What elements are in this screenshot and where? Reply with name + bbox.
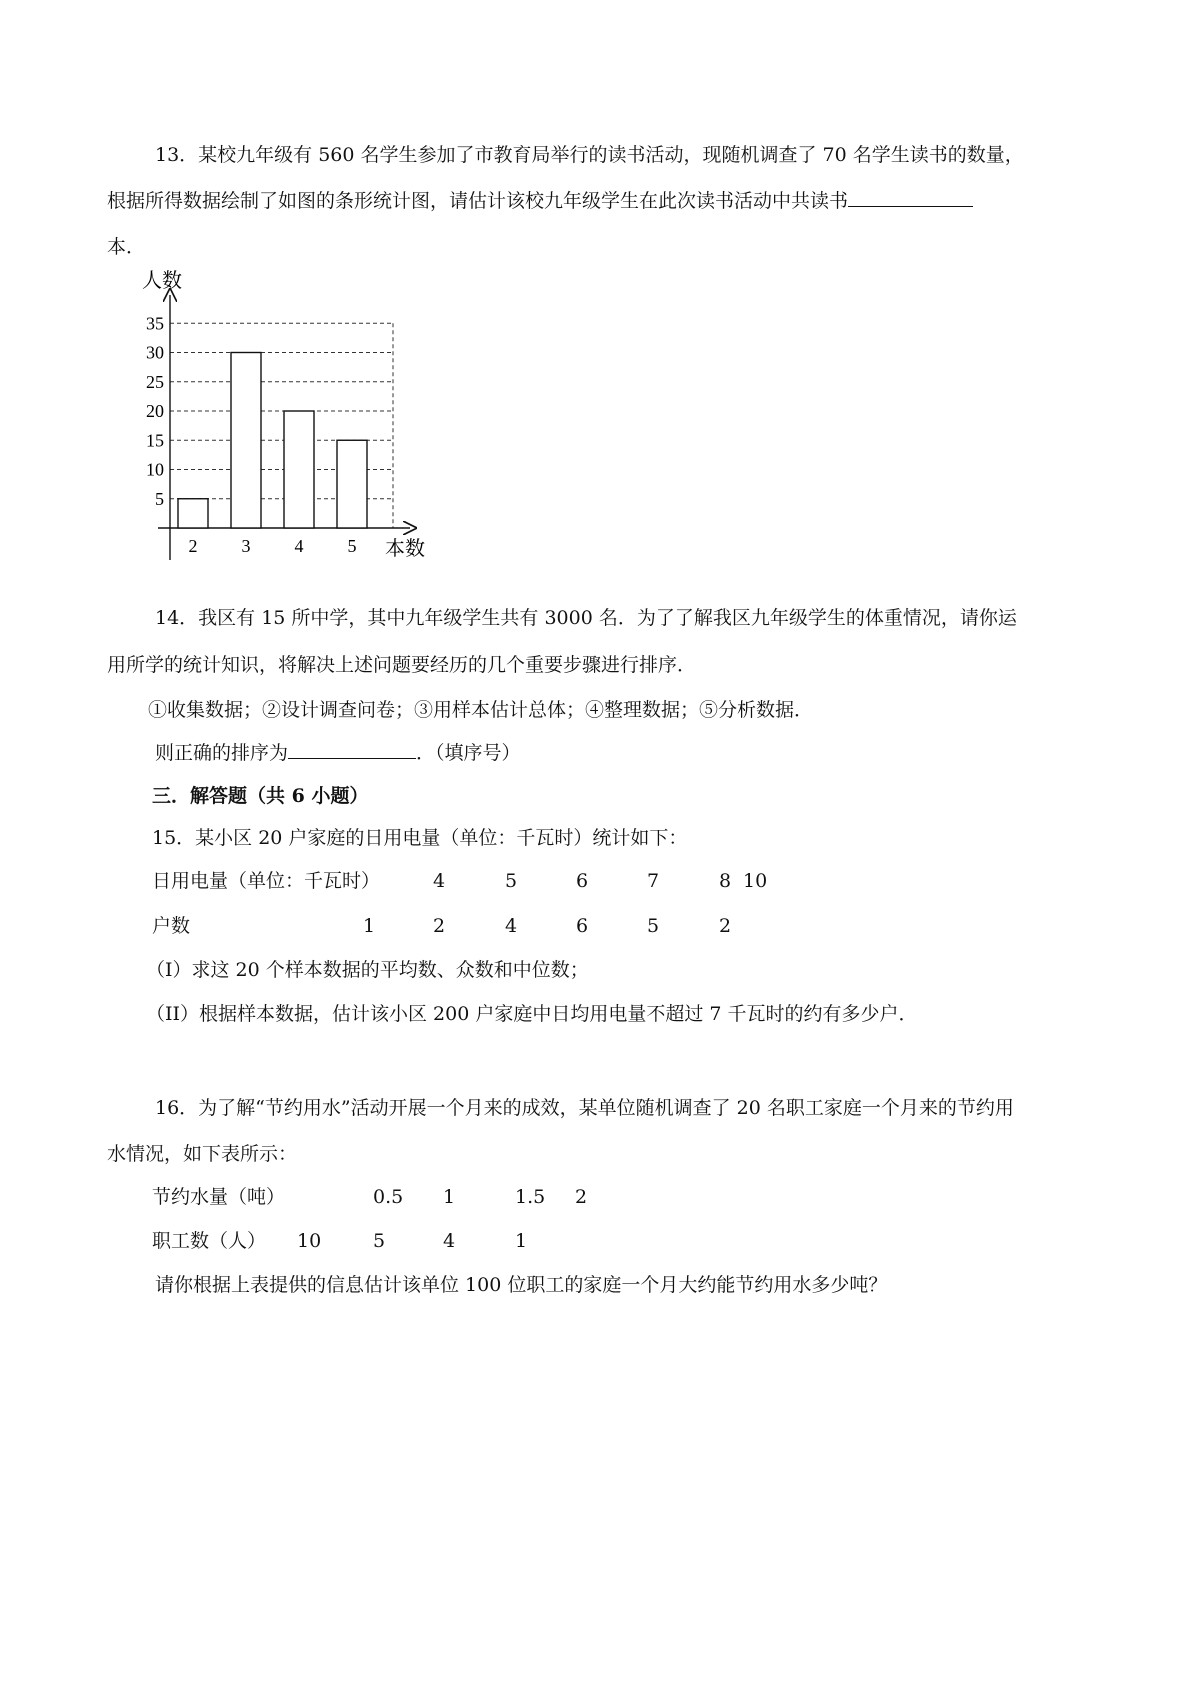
q13-answer-blank[interactable] bbox=[848, 206, 973, 207]
q16-row1-v1: 1 bbox=[443, 1186, 456, 1208]
y-tick-label: 25 bbox=[146, 371, 164, 392]
y-tick-label: 10 bbox=[146, 459, 164, 480]
x-tick-label: 2 bbox=[188, 536, 198, 556]
q16-row2-label: 职工数（人） bbox=[152, 1230, 267, 1252]
q15-part1: （I）求这 20 个样本数据的平均数、众数和中位数； bbox=[146, 959, 589, 981]
q16-row2-v2: 4 bbox=[443, 1230, 456, 1252]
q13-line3: 本． bbox=[107, 236, 146, 258]
y-tick-label: 15 bbox=[146, 430, 164, 451]
q16-row1-v3: 2 bbox=[575, 1186, 588, 1208]
q15-row1-v0: 4 bbox=[433, 870, 446, 892]
q15-row1-v1: 5 bbox=[505, 870, 518, 892]
q15-row2-v1: 2 bbox=[433, 915, 446, 937]
q16-row1-v2: 1.5 bbox=[515, 1186, 546, 1208]
q16-row1-label: 节约水量（吨） bbox=[152, 1186, 286, 1208]
q15-line1: 15．某小区 20 户家庭的日用电量（单位：千瓦时）统计如下： bbox=[152, 827, 688, 849]
q16-row2-v3: 1 bbox=[515, 1230, 528, 1252]
q16-row1-v0: 0.5 bbox=[373, 1186, 404, 1208]
x-tick-label: 5 bbox=[347, 536, 357, 556]
q14-line4 bbox=[155, 744, 521, 763]
bar-4 bbox=[284, 411, 314, 528]
q16-line2: 水情况，如下表所示： bbox=[107, 1143, 298, 1165]
q15-row2-v4: 5 bbox=[647, 915, 660, 937]
bar-2 bbox=[178, 499, 208, 528]
q16-line1: 16．为了解“节约用水”活动开展一个月来的成效，某单位随机调查了 20 名职工家庭一个月来的节约用 bbox=[155, 1097, 1014, 1119]
section-heading: 三．解答题（共 6 小题） bbox=[152, 785, 369, 807]
q16-row2-v1: 5 bbox=[373, 1230, 386, 1252]
y-tick-label: 35 bbox=[146, 313, 164, 334]
q14-line1: 14．我区有 15 所中学，其中九年级学生共有 3000 名．为了了解我区九年级学生的体重情况，请你运 bbox=[155, 607, 1017, 629]
q14-line4-post: ．（填序号） bbox=[416, 742, 521, 764]
q15-row2-v3: 6 bbox=[576, 915, 589, 937]
q15-row2-label: 户数 bbox=[152, 915, 191, 937]
q15-part2: （II）根据样本数据，估计该小区 200 户家庭中日均用电量不超过 7 千瓦时的约有多少户． bbox=[146, 1003, 918, 1025]
x-tick-label: 4 bbox=[294, 536, 304, 556]
q15-row1-v3: 7 bbox=[647, 870, 660, 892]
q15-row1-v4: 8 bbox=[719, 870, 732, 892]
q13-line2 bbox=[107, 192, 973, 211]
q14-steps: ①收集数据；②设计调查问卷；③用样本估计总体；④整理数据；⑤分析数据． bbox=[148, 699, 814, 721]
q15-row1-label: 日用电量（单位：千瓦时） bbox=[152, 870, 381, 892]
x-tick-label: 3 bbox=[241, 536, 251, 556]
q15-row2-v2: 4 bbox=[505, 915, 518, 937]
q13-line2-text: 根据所得数据绘制了如图的条形统计图，请估计该校九年级学生在此次读书活动中共读书 bbox=[107, 190, 849, 212]
q15-row2-v5: 2 bbox=[719, 915, 732, 937]
q14-line4-pre: 则正确的排序为 bbox=[155, 742, 289, 764]
x-axis-label: 本数 bbox=[385, 538, 425, 560]
bar-3 bbox=[231, 353, 261, 529]
q14-answer-blank[interactable] bbox=[288, 758, 416, 759]
q16-question: 请你根据上表提供的信息估计该单位 100 位职工的家庭一个月大约能节约用水多少吨？ bbox=[155, 1274, 888, 1296]
bar-chart bbox=[130, 265, 470, 585]
q14-line2: 用所学的统计知识，将解决上述问题要经历的几个重要步骤进行排序． bbox=[107, 654, 697, 676]
y-tick-label: 5 bbox=[155, 488, 164, 509]
q16-row2-v0: 10 bbox=[297, 1230, 322, 1252]
q13-line1: 13．某校九年级有 560 名学生参加了市教育局举行的读书活动，现随机调查了 70 名学生读书的数量， bbox=[155, 144, 1024, 166]
y-tick-label: 30 bbox=[146, 342, 164, 363]
q15-row2-v0: 1 bbox=[363, 915, 376, 937]
y-tick-label: 20 bbox=[146, 401, 164, 421]
q15-row1-v5: 10 bbox=[743, 870, 768, 892]
q15-row1-v2: 6 bbox=[576, 870, 589, 892]
y-axis-label: 人数 bbox=[142, 270, 182, 292]
bar-5 bbox=[337, 440, 367, 528]
